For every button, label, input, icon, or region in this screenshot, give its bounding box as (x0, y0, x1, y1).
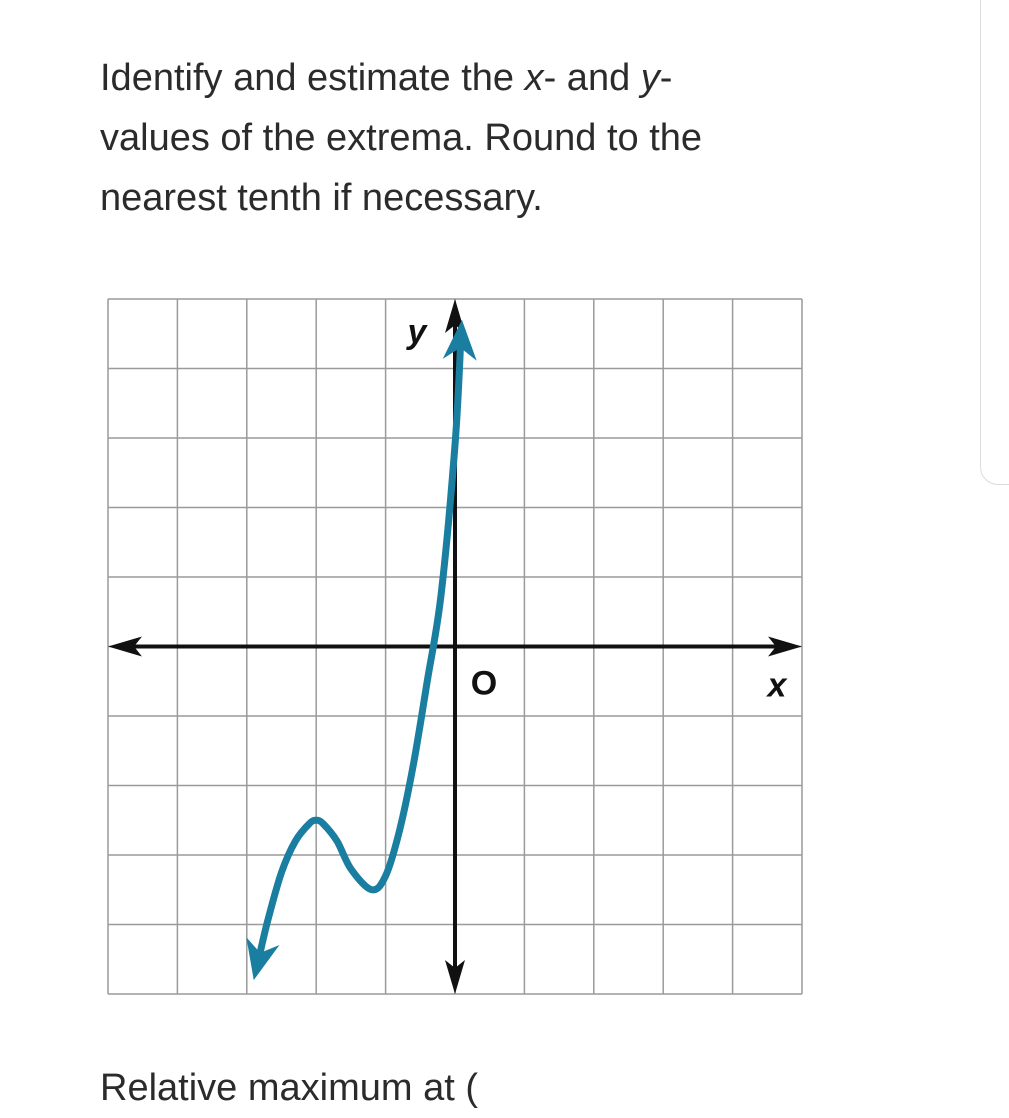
y-variable: y (640, 57, 660, 99)
x-variable: x (524, 57, 544, 99)
x-axis-label: x (767, 666, 787, 705)
origin-label: O (470, 664, 498, 703)
question-text-part: - (659, 57, 673, 99)
relative-maximum-prompt: Relative maximum at ( (100, 1067, 478, 1109)
question-text-part: - and (543, 57, 641, 99)
question-text-part: Identify and estimate the (100, 57, 525, 99)
question-text-part: values of the extrema. Round to the (100, 117, 703, 159)
function-curve (259, 342, 461, 959)
question-text-part: nearest tenth if necessary. (100, 177, 543, 219)
y-axis-label: y (407, 313, 427, 351)
curve-layer (246, 320, 476, 980)
